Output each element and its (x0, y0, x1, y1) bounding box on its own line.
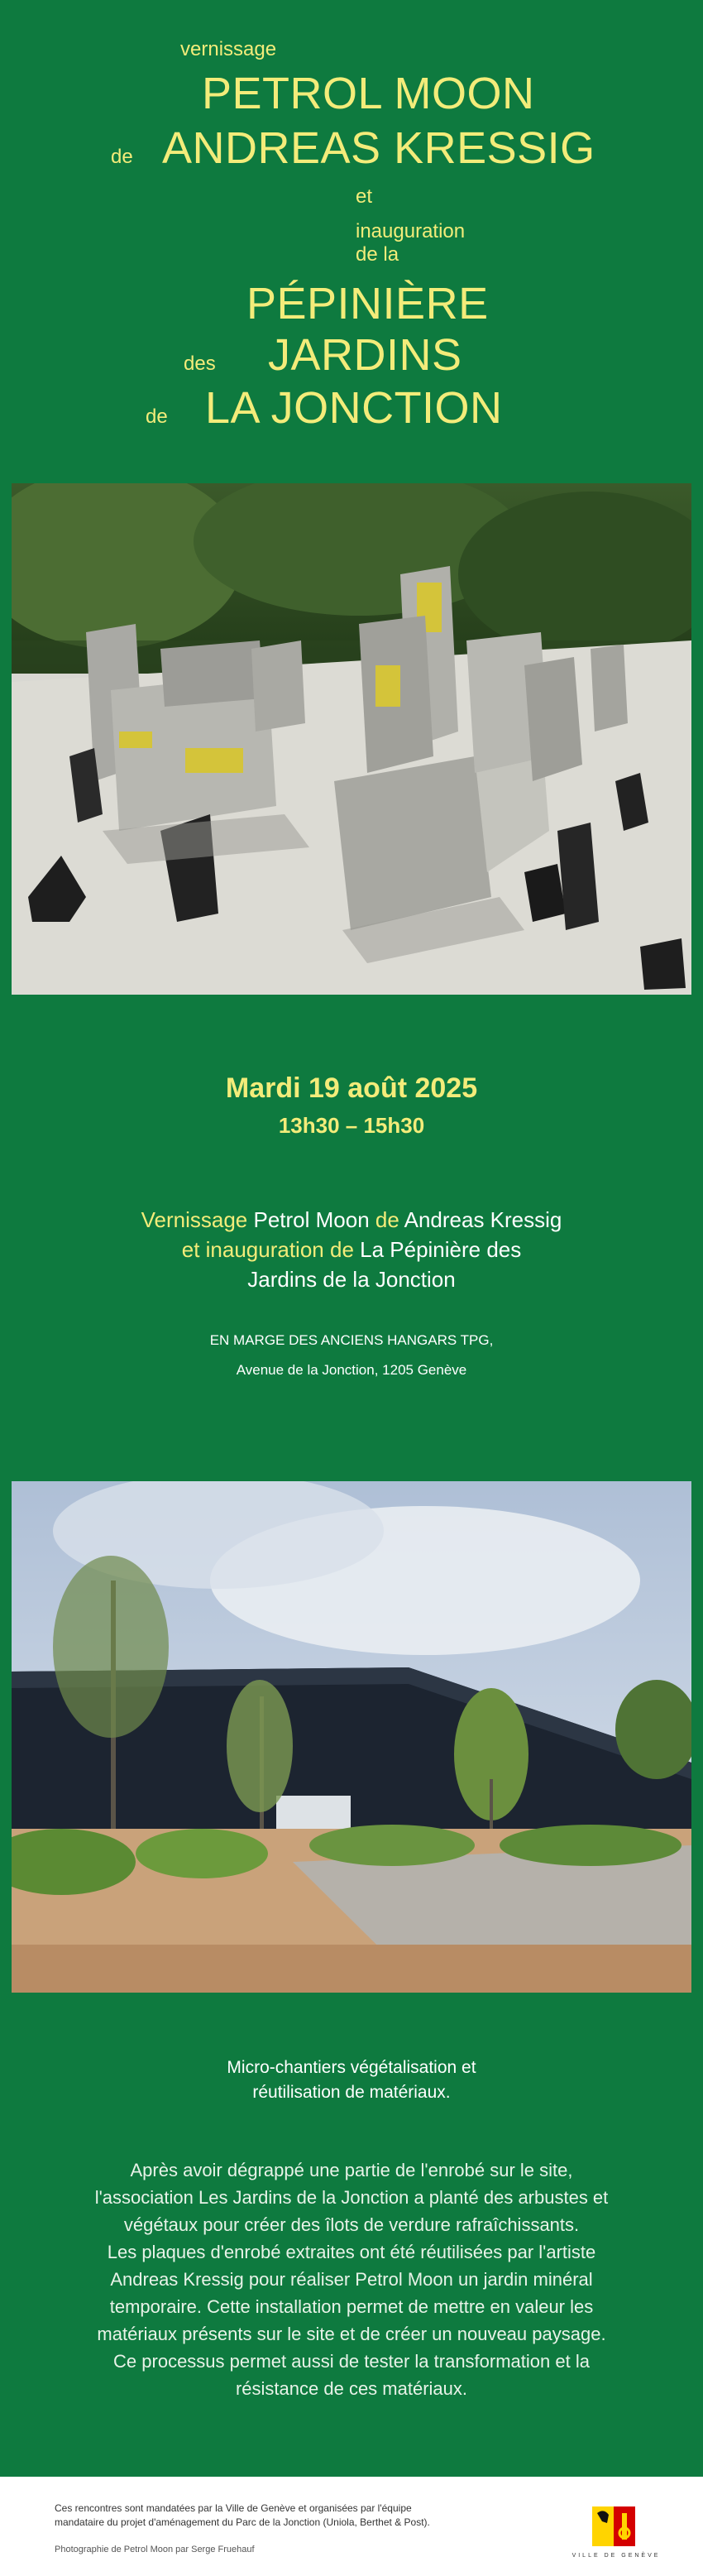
body-line: matériaux présents sur le site et de créer un nouveau paysage. (97, 2324, 606, 2344)
desc-artist: Andreas Kressig (404, 1207, 562, 1232)
header-des: des (184, 353, 216, 375)
header-de-2: de (146, 405, 168, 428)
body-line: végétaux pour créer des îlots de verdure rafraîchissants. (123, 2214, 580, 2235)
event-time: 13h30 – 15h30 (278, 1113, 425, 1138)
poster-header (0, 0, 703, 463)
body-line: Après avoir dégrappé une partie de l'enrobé sur le site, (130, 2160, 573, 2180)
desc-de: de (369, 1207, 404, 1232)
desc-jardins: Jardins de la Jonction (247, 1267, 456, 1292)
footer-mandate-text (55, 2502, 518, 2530)
micro-line-1: Micro-chantiers végétalisation et (227, 2058, 476, 2077)
logo-caption: VILLE DE GENÈVE (571, 2553, 661, 2559)
body-line: Les plaques d'enrobé extraites ont été réutilisées par l'artiste (107, 2242, 596, 2262)
header-inauguration: inauguration (356, 220, 466, 242)
event-address: Avenue de la Jonction, 1205 Genève (236, 1362, 467, 1378)
micro-line-2: réutilisation de matériaux. (252, 2083, 451, 2102)
event-description (0, 1205, 703, 1294)
desc-inauguration: et inauguration de (181, 1237, 361, 1262)
header-la-jonction: LA JONCTION (205, 383, 503, 433)
event-date: Mardi 19 août 2025 (225, 1072, 478, 1104)
body-line: Andreas Kressig pour réaliser Petrol Moon un jardin minéral (110, 2269, 593, 2290)
event-description-line-1 (0, 1205, 703, 1235)
photo-credit: Photographie de Petrol Moon par Serge Fruehauf (55, 2545, 255, 2554)
body-line: temporaire. Cette installation permet de mettre en valeur les (109, 2296, 594, 2317)
header-et: et (356, 185, 373, 208)
body-line: l'association Les Jardins de la Jonction a planté des arbustes et (94, 2187, 609, 2208)
header-pepiniere: PÉPINIÈRE (246, 279, 489, 329)
footer-line-2: mandataire du projet d'aménagement du Parc de la Jonction (Uniola, Berthet & Post). (55, 2516, 430, 2528)
body-line: Ce processus permet aussi de tester la transformation et la (113, 2351, 590, 2372)
event-description-line-2 (0, 1235, 703, 1264)
micro-chantiers-heading (0, 2056, 703, 2105)
header-de-1: de (111, 146, 133, 168)
header-artist: ANDREAS KRESSIG (162, 123, 595, 173)
desc-vernissage: Vernissage (141, 1207, 254, 1232)
header-title-petrol-moon: PETROL MOON (202, 69, 535, 118)
header-vernissage: vernissage (180, 38, 277, 60)
jardins-photo (12, 1481, 691, 1993)
desc-petrol-moon: Petrol Moon (253, 1207, 370, 1232)
body-text (0, 2156, 703, 2402)
header-jardins: JARDINS (268, 330, 462, 380)
body-line: résistance de ces matériaux. (235, 2378, 468, 2399)
desc-pepiniere: La Pépinière des (360, 1237, 522, 1262)
ville-de-geneve-logo-icon (586, 2502, 643, 2551)
footer (0, 2477, 703, 2576)
footer-line-1: Ces rencontres sont mandatées par la Ville de Genève et organisées par l'équipe (55, 2502, 412, 2514)
petrol-moon-photo (12, 483, 691, 995)
event-venue: EN MARGE DES ANCIENS HANGARS TPG, (209, 1332, 494, 1348)
header-de-la: de la (356, 243, 399, 266)
